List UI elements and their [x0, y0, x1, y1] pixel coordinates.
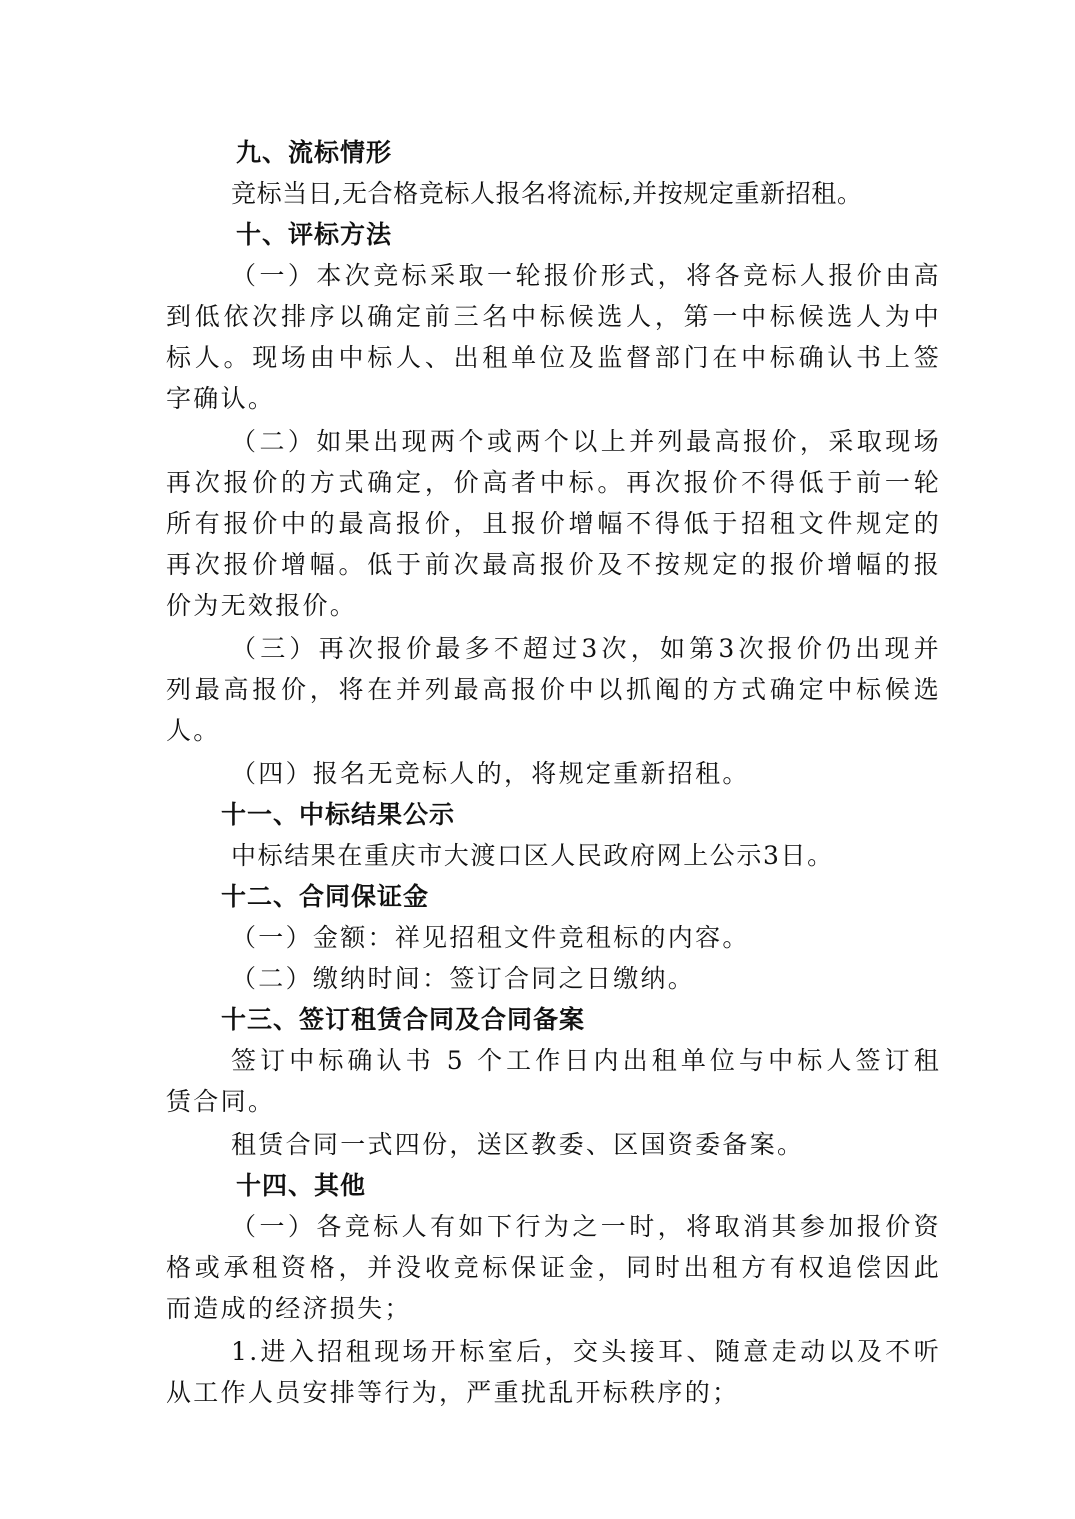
- paragraph-line: 赁合同。: [166, 1087, 276, 1116]
- paragraph-line: 中标结果在重庆市大渡口区人民政府网上公示3日。: [231, 841, 834, 870]
- heading-section-9: 九、流标情形: [236, 138, 393, 167]
- heading-section-12: 十二、合同保证金: [221, 882, 430, 911]
- paragraph-line: 再次报价的方式确定，价高者中标。再次报价不得低于前一轮: [166, 468, 941, 497]
- paragraph-line: 而造成的经济损失；: [166, 1294, 412, 1323]
- paragraph-line: 价为无效报价。: [166, 591, 358, 620]
- paragraph-line: （一）各竞标人有如下行为之一时，将取消其参加报价资: [231, 1212, 941, 1241]
- paragraph-line: 字确认。: [166, 384, 276, 413]
- paragraph-line: 标人。现场由中标人、出租单位及监督部门在中标确认书上签: [166, 343, 941, 372]
- paragraph-line: （一）本次竞标采取一轮报价形式，将各竞标人报价由高: [231, 261, 941, 290]
- paragraph-line: 1.进入招租现场开标室后，交头接耳、随意走动以及不听: [231, 1337, 941, 1366]
- paragraph-line: （二）缴纳时间：签订合同之日缴纳。: [231, 964, 696, 993]
- paragraph-line: 列最高报价，将在并列最高报价中以抓阄的方式确定中标候选: [166, 675, 941, 704]
- heading-section-14: 十四、其他: [236, 1171, 367, 1200]
- paragraph-line: 竞标当日,无合格竞标人报名将流标,并按规定重新招租。: [231, 179, 863, 208]
- paragraph-line: （三）再次报价最多不超过3次，如第3次报价仍出现并: [231, 634, 941, 663]
- paragraph-line: （四）报名无竞标人的，将规定重新招租。: [231, 759, 750, 788]
- paragraph-line: 租赁合同一式四份，送区教委、区国资委备案。: [231, 1130, 805, 1159]
- paragraph-line: 从工作人员安排等行为，严重扰乱开标秩序的；: [166, 1378, 740, 1407]
- paragraph-line: 再次报价增幅。低于前次最高报价及不按规定的报价增幅的报: [166, 550, 941, 579]
- paragraph-line: 签订中标确认书 5 个工作日内出租单位与中标人签订租: [231, 1046, 941, 1075]
- paragraph-line: 格或承租资格，并没收竞标保证金，同时出租方有权追偿因此: [166, 1253, 941, 1282]
- heading-section-13: 十三、签订租赁合同及合同备案: [221, 1005, 586, 1034]
- paragraph-line: （二）如果出现两个或两个以上并列最高报价，采取现场: [231, 427, 941, 456]
- paragraph-line: 到低依次排序以确定前三名中标候选人，第一中标候选人为中: [166, 302, 941, 331]
- paragraph-line: （一）金额：祥见招租文件竞租标的内容。: [231, 923, 750, 952]
- paragraph-line: 所有报价中的最高报价，且报价增幅不得低于招租文件规定的: [166, 509, 941, 538]
- paragraph-line: 人。: [166, 716, 221, 745]
- heading-section-10: 十、评标方法: [236, 220, 393, 249]
- heading-section-11: 十一、中标结果公示: [221, 800, 456, 829]
